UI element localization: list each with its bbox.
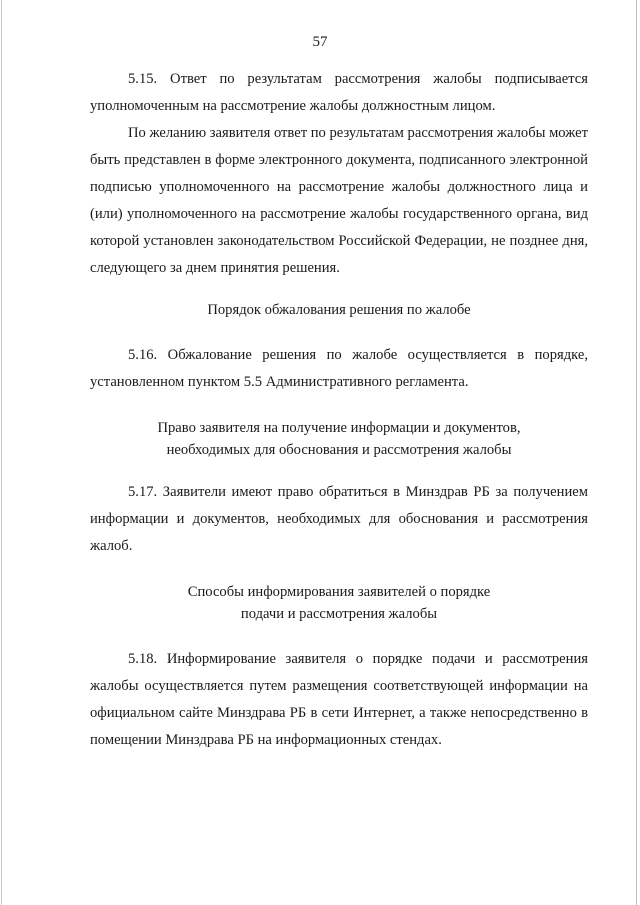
section-heading-right-to-info [90,417,588,461]
paragraph-5-18: 5.18. Информирование заявителя о порядке подачи и рассмотрения жалобы осуществляется путем размещения соответствующей информации на официальном сайте Минздрава РБ в сети Интернет, а также непосредственно в помещении Минздрава РБ на информационных стендах. [90,651,588,748]
paragraph-5-16: 5.16. Обжалование решения по жалобе осуществляется в порядке, установленном пунктом 5.5 Административного регламента. [90,347,588,390]
section-heading-information-methods [90,581,588,625]
paragraph-5-15: 5.15. Ответ по результатам рассмотрения жалобы подписывается уполномоченным на рассмотрение жалобы должностным лицом. [90,71,588,114]
scan-edge-right [636,0,637,905]
heading-line: необходимых для обоснования и рассмотрения жалобы [166,442,512,458]
page-number: 57 [312,34,328,50]
scan-edge-left [1,0,2,905]
heading-line: Право заявителя на получение информации и документов, [157,420,521,436]
heading-line: подачи и рассмотрения жалобы [240,606,438,622]
document-body [90,66,588,754]
heading-line: Способы информирования заявителей о порядке [187,584,491,600]
paragraph-5-15-response-form: По желанию заявителя ответ по результатам рассмотрения жалобы может быть представлен в форме электронного документа, подписанного электронной подписью уполномоченного на рассмотрение жалобы должностного лица и (или) уполномоченного на рассмотрение жалобы государственного органа, вид которой установлен законодательством Российской Федерации, не позднее дня, следующего за днем принятия решения. [90,125,588,276]
paragraph-5-17: 5.17. Заявители имеют право обратиться в Минздрав РБ за получением информации и документов, необходимых для обоснования и рассмотрения жалоб. [90,484,588,554]
section-heading-appeal: Порядок обжалования решения по жалобе [207,302,471,318]
